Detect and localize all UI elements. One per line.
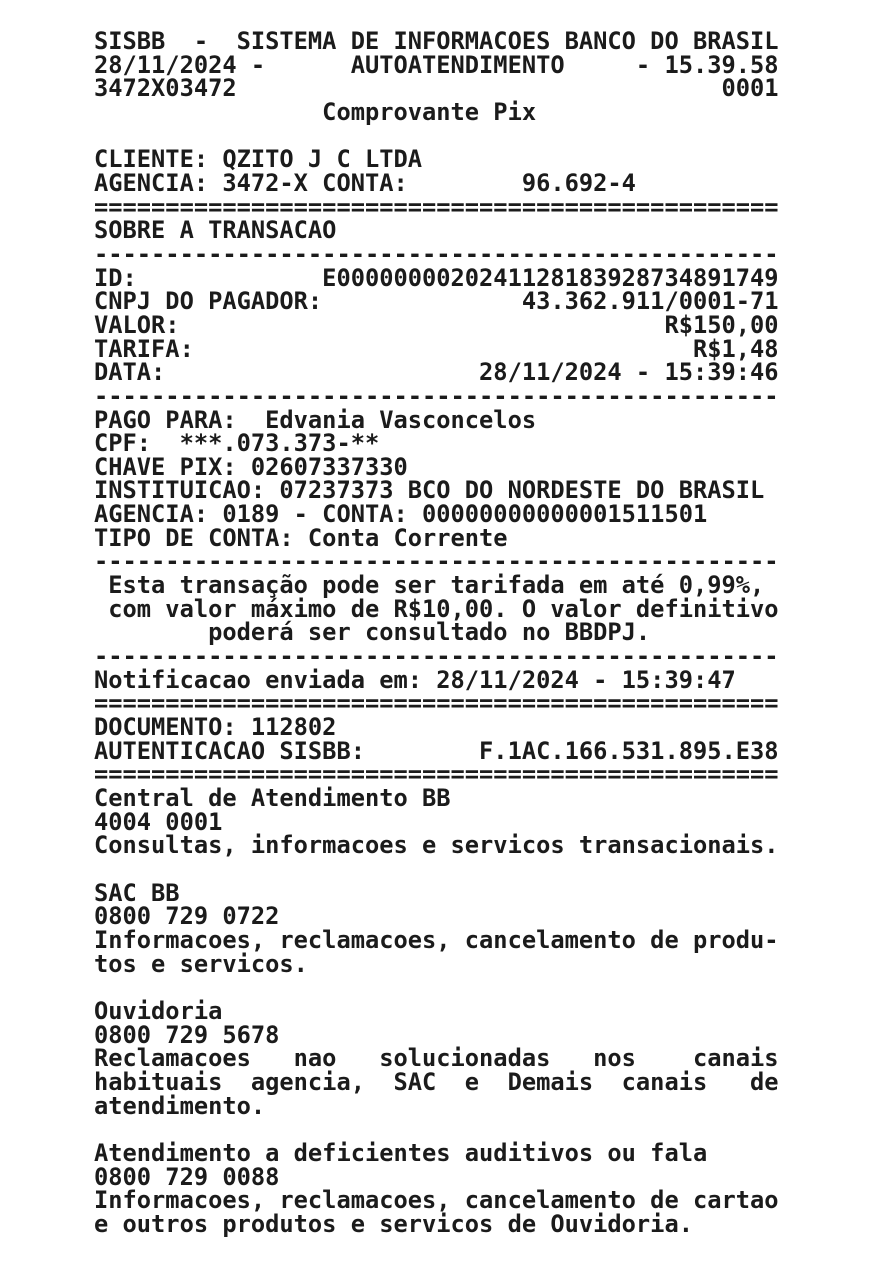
sac-phone: 0800 729 0722 bbox=[94, 902, 280, 931]
receipt-title: Comprovante Pix bbox=[94, 97, 537, 126]
ombudsman-phone: 0800 729 5678 bbox=[94, 1020, 280, 1049]
ombudsman-description-line-2: habituais agencia, SAC e Demais canais de bbox=[94, 1067, 779, 1096]
fee-notice-line-2: com valor máximo de R$10,00. O valor definitivo bbox=[94, 594, 779, 623]
transaction-section-title: SOBRE A TRANSACAO bbox=[94, 216, 337, 245]
separator-dashed: ------------------------------------------------ bbox=[94, 547, 779, 576]
fee-notice-line-3: poderá ser consultado no BBDPJ. bbox=[94, 618, 651, 647]
ombudsman-description-line-3: atendimento. bbox=[94, 1091, 266, 1120]
separator-dashed: ------------------------------------------------ bbox=[94, 642, 779, 671]
client-agency-account-line: AGENCIA: 3472-X CONTA: 96.692-4 bbox=[94, 168, 636, 197]
accessibility-phone: 0800 729 0088 bbox=[94, 1162, 280, 1191]
separator-double: ================================================ bbox=[94, 760, 779, 789]
separator-double: ================================================ bbox=[94, 689, 779, 718]
support-center-description: Consultas, informacoes e servicos transacionais. bbox=[94, 831, 779, 860]
header-datetime-line: 28/11/2024 - AUTOATENDIMENTO - 15.39.58 bbox=[94, 50, 779, 79]
payee-name-line: PAGO PARA: Edvania Vasconcelos bbox=[94, 405, 537, 434]
separator-double: ================================================ bbox=[94, 192, 779, 221]
payer-cnpj-line: CNPJ DO PAGADOR: 43.362.911/0001-71 bbox=[94, 287, 779, 316]
accessibility-title: Atendimento a deficientes auditivos ou fala bbox=[94, 1138, 708, 1167]
separator-dashed: ------------------------------------------------ bbox=[94, 239, 779, 268]
payee-cpf-line: CPF: ***.073.373-** bbox=[94, 429, 380, 458]
document-number-line: DOCUMENTO: 112802 bbox=[94, 713, 337, 742]
transaction-value-line: VALOR: R$150,00 bbox=[94, 310, 779, 339]
sac-title: SAC BB bbox=[94, 878, 180, 907]
support-center-phone: 4004 0001 bbox=[94, 807, 223, 836]
ombudsman-title: Ouvidoria bbox=[94, 996, 223, 1025]
fee-notice-line-1: Esta transação pode ser tarifada em até 0,99%, bbox=[94, 571, 765, 600]
payee-account-type-line: TIPO DE CONTA: Conta Corrente bbox=[94, 523, 508, 552]
transaction-id-line: ID: E0000000020241128183928734891749 bbox=[94, 263, 779, 292]
header-system-line: SISBB - SISTEMA DE INFORMACOES BANCO DO BRASIL bbox=[94, 27, 779, 55]
payee-agency-account-line: AGENCIA: 0189 - CONTA: 00000000000001511501 bbox=[94, 500, 708, 529]
client-name-line: CLIENTE: QZITO J C LTDA bbox=[94, 145, 423, 174]
separator-dashed: ------------------------------------------------ bbox=[94, 381, 779, 410]
sisbb-authentication-line: AUTENTICACAO SISBB: F.1AC.166.531.895.E38 bbox=[94, 736, 779, 765]
pix-receipt bbox=[94, 27, 779, 1238]
notification-line: Notificacao enviada em: 28/11/2024 - 15:39:47 bbox=[94, 665, 736, 694]
payee-institution-line: INSTITUICAO: 07237373 BCO DO NORDESTE DO BRASIL bbox=[94, 476, 765, 505]
ombudsman-description-line-1: Reclamacoes nao solucionadas nos canais bbox=[94, 1044, 779, 1073]
payee-pix-key-line: CHAVE PIX: 02607337330 bbox=[94, 452, 408, 481]
sac-description-line-1: Informacoes, reclamacoes, cancelamento de produ- bbox=[94, 925, 779, 954]
transaction-fee-line: TARIFA: R$1,48 bbox=[94, 334, 779, 363]
sac-description-line-2: tos e servicos. bbox=[94, 949, 308, 978]
blank-line bbox=[94, 858, 779, 882]
accessibility-description-line-2: e outros produtos e servicos de Ouvidoria. bbox=[94, 1209, 693, 1238]
accessibility-description-line-1: Informacoes, reclamacoes, cancelamento de cartao bbox=[94, 1186, 779, 1215]
support-center-title: Central de Atendimento BB bbox=[94, 784, 451, 812]
header-terminal-line: 3472X03472 0001 bbox=[94, 74, 779, 103]
transaction-date-line: DATA: 28/11/2024 - 15:39:46 bbox=[94, 358, 779, 387]
